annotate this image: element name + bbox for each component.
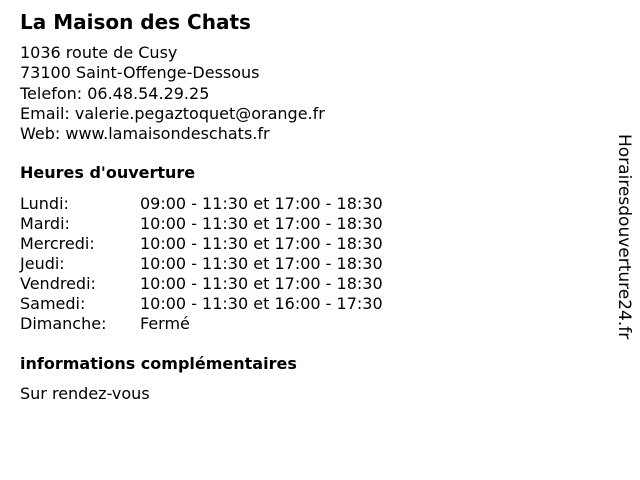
hours-row-mercredi xyxy=(20,234,383,254)
day-hours: 10:00 - 11:30 et 17:00 - 18:30 xyxy=(140,274,383,293)
day-hours: 10:00 - 11:30 et 17:00 - 18:30 xyxy=(140,254,383,273)
web-line xyxy=(20,124,325,144)
day-label: Samedi: xyxy=(20,294,86,313)
day-hours: 10:00 - 11:30 et 16:00 - 17:30 xyxy=(140,294,383,313)
phone-line xyxy=(20,84,325,104)
info-heading: informations complémentaires xyxy=(20,354,297,373)
web-address[interactable]: www.lamaisondeschats.fr xyxy=(65,124,270,143)
phone-number[interactable]: 06.48.54.29.25 xyxy=(87,83,210,103)
day-label: Vendredi: xyxy=(20,274,96,293)
info-text: Sur rendez-vous xyxy=(20,384,150,403)
email-line xyxy=(20,104,325,124)
hours-heading: Heures d'ouverture xyxy=(20,163,196,182)
day-label: Mercredi: xyxy=(20,234,95,253)
day-hours: 10:00 - 11:30 et 17:00 - 18:30 xyxy=(140,234,383,253)
web-label: Web: xyxy=(20,124,66,143)
address-city: 73100 Saint-Offenge-Dessous xyxy=(20,63,260,83)
phone-label: Telefon: xyxy=(20,83,88,103)
day-label: Dimanche: xyxy=(20,314,107,333)
day-hours: Fermé xyxy=(140,314,190,333)
email-label: Email: xyxy=(20,103,75,123)
hours-row-vendredi xyxy=(20,274,383,294)
hours-row-samedi xyxy=(20,294,383,314)
day-hours: 09:00 - 11:30 et 17:00 - 18:30 xyxy=(140,194,383,213)
day-label: Mardi: xyxy=(20,214,70,233)
hours-row-lundi xyxy=(20,194,383,214)
address-street: 1036 route de Cusy xyxy=(20,43,178,62)
contact-block xyxy=(20,43,325,144)
hours-table xyxy=(20,194,383,334)
hours-row-dimanche xyxy=(20,314,383,334)
site-watermark: Horairesdouverture24.fr xyxy=(614,134,634,340)
hours-row-jeudi xyxy=(20,254,383,274)
day-label: Jeudi: xyxy=(20,254,65,273)
day-label: Lundi: xyxy=(20,194,69,213)
hours-row-mardi xyxy=(20,214,383,234)
day-hours: 10:00 - 11:30 et 17:00 - 18:30 xyxy=(140,214,383,233)
business-name: La Maison des Chats xyxy=(20,10,251,34)
email-address[interactable]: valerie.pegaztoquet@orange.fr xyxy=(74,103,325,123)
